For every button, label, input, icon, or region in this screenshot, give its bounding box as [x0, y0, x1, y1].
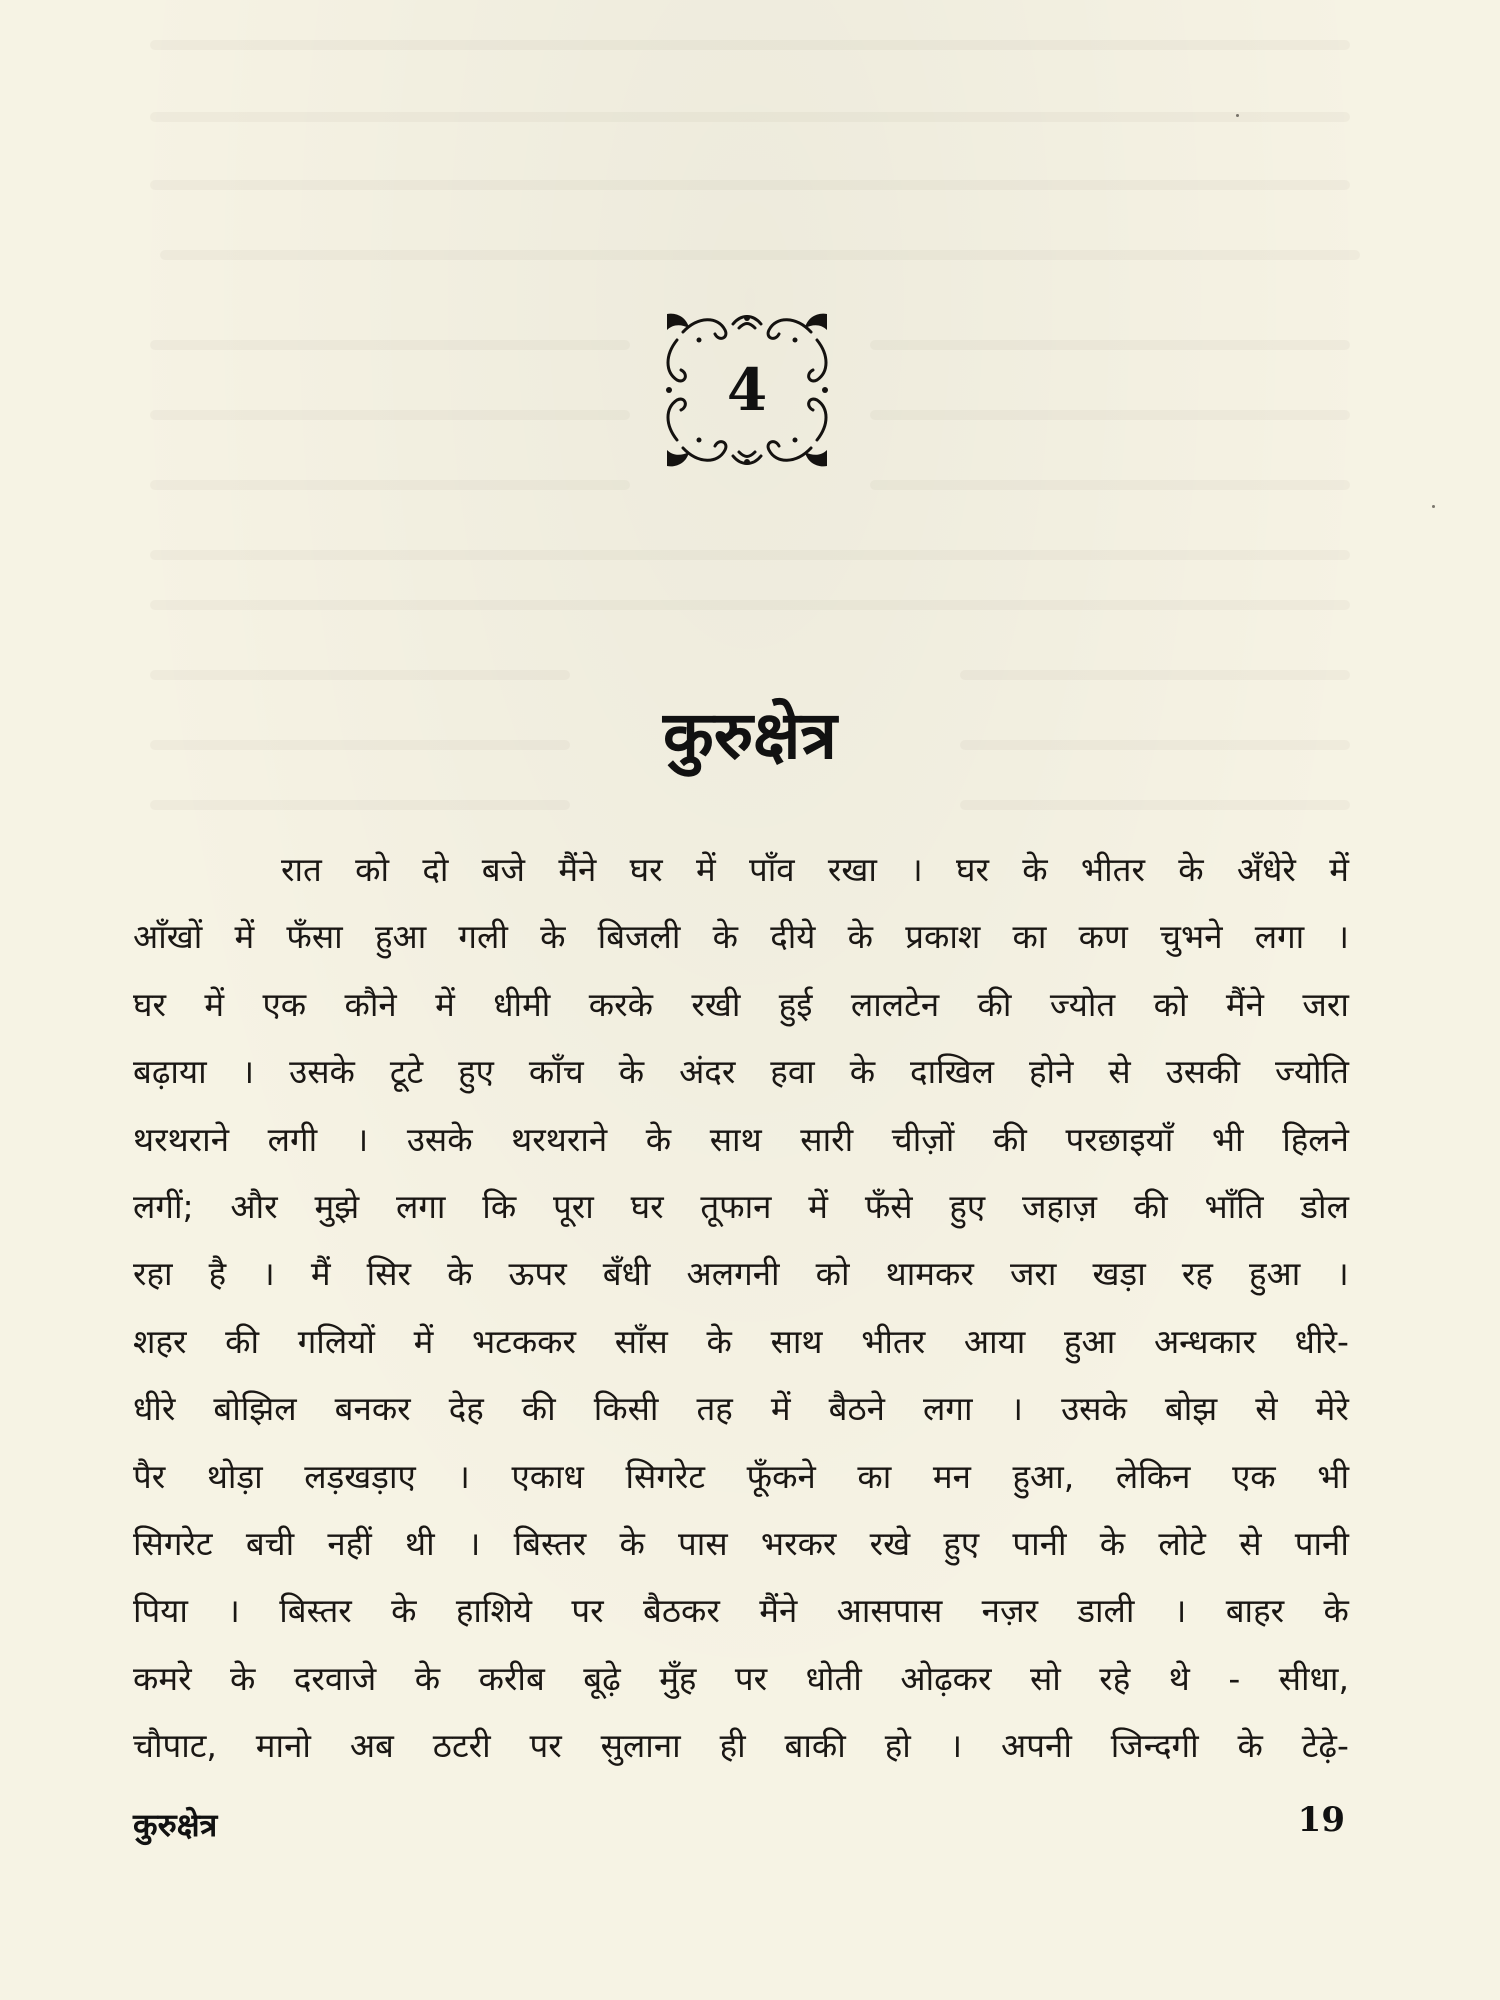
- bleed-through: [150, 600, 1350, 610]
- word: फूँकने: [746, 1456, 816, 1496]
- word: हो: [884, 1726, 911, 1766]
- word: दाखिल: [910, 1052, 995, 1092]
- word: बोझिल: [213, 1389, 297, 1429]
- bleed-through: [150, 180, 1350, 190]
- bleed-through: [150, 340, 630, 350]
- word: बाहर: [1225, 1591, 1285, 1631]
- word: जहाज़: [1021, 1186, 1097, 1226]
- word: सिर: [366, 1254, 412, 1294]
- word: घर: [133, 984, 166, 1024]
- word: सो: [1029, 1658, 1061, 1698]
- word: हुए: [949, 1186, 986, 1226]
- word: के: [447, 1254, 473, 1294]
- word: भी: [1211, 1119, 1244, 1159]
- word: रह: [1181, 1254, 1213, 1294]
- word: भटककर: [471, 1321, 577, 1361]
- word: चीज़ों: [891, 1119, 955, 1159]
- word: के: [414, 1658, 441, 1698]
- word: का: [1012, 917, 1047, 957]
- text-line: [133, 1510, 1349, 1577]
- word: में: [234, 917, 255, 957]
- word: रहा: [133, 1254, 173, 1294]
- word: के: [1323, 1591, 1349, 1631]
- word: के: [849, 1052, 876, 1092]
- word: से: [1108, 1052, 1131, 1092]
- word: बजे: [481, 850, 526, 889]
- word: साँस: [614, 1321, 668, 1361]
- word: थे: [1168, 1658, 1190, 1698]
- word: ठटरी: [432, 1726, 491, 1766]
- word: पाँव: [748, 850, 795, 889]
- word: की: [225, 1321, 260, 1361]
- word: जरा: [1302, 984, 1349, 1024]
- word: ही: [719, 1726, 746, 1766]
- word: शहर: [133, 1321, 187, 1361]
- bleed-through: [870, 410, 1350, 420]
- word: ।: [1010, 1389, 1024, 1429]
- word: में: [770, 1389, 791, 1429]
- word: की: [1133, 1186, 1168, 1226]
- word: चुभने: [1160, 917, 1223, 957]
- word: अब: [349, 1726, 394, 1766]
- word: धोती: [805, 1658, 862, 1698]
- word: लेकिन: [1115, 1456, 1191, 1496]
- word: के: [645, 1119, 672, 1159]
- word: मुझे: [314, 1186, 360, 1226]
- page-number: 19: [1297, 1800, 1345, 1840]
- word: कण: [1078, 917, 1128, 957]
- word: पास: [678, 1523, 728, 1563]
- word: बिस्तर: [513, 1523, 587, 1563]
- word: हाशिये: [455, 1591, 533, 1631]
- word: सिगरेट: [133, 1523, 213, 1563]
- text-line: [133, 1443, 1349, 1510]
- word: के: [706, 1321, 732, 1361]
- text-line: [133, 1645, 1349, 1712]
- bleed-through: [870, 480, 1350, 490]
- word: काँच: [528, 1052, 584, 1092]
- bleed-through: [150, 112, 1350, 122]
- word: धीरे-: [1294, 1321, 1349, 1361]
- word: पूरा: [552, 1186, 594, 1226]
- word: गलियों: [297, 1321, 375, 1361]
- word: गली: [458, 917, 508, 957]
- text-line: [133, 1038, 1349, 1105]
- word: टूटे: [389, 1052, 424, 1092]
- word: बैठने: [828, 1389, 885, 1429]
- word: की: [977, 984, 1012, 1024]
- bleed-through: [160, 250, 1360, 260]
- word: मेरे: [1315, 1389, 1349, 1429]
- word: लगा: [923, 1389, 973, 1429]
- word: दो: [422, 850, 449, 889]
- word: दरवाजे: [293, 1658, 377, 1698]
- word: मैंने: [1225, 984, 1264, 1024]
- word: सिगरेट: [625, 1456, 706, 1496]
- word: के: [1178, 850, 1204, 889]
- word: भीतर: [861, 1321, 926, 1361]
- word: दीये: [770, 917, 816, 957]
- speck: [1432, 505, 1435, 508]
- word: के: [1022, 850, 1048, 889]
- word: आसपास: [836, 1591, 943, 1631]
- word: ।: [355, 1119, 369, 1159]
- word: बूढ़े: [583, 1658, 621, 1698]
- word: -: [1228, 1658, 1241, 1698]
- word: लगीं;: [133, 1186, 194, 1226]
- word: थोड़ा: [206, 1456, 263, 1496]
- word: मैंने: [558, 850, 597, 889]
- word: ।: [910, 850, 923, 889]
- word: सीधा,: [1278, 1658, 1349, 1698]
- text-line: [133, 1106, 1349, 1173]
- text-line: [133, 1308, 1349, 1375]
- word: पानी: [1294, 1523, 1349, 1563]
- word: के: [712, 917, 739, 957]
- word: पर: [734, 1658, 768, 1698]
- word: के: [1099, 1523, 1126, 1563]
- word: धीरे: [133, 1389, 176, 1429]
- word: में: [204, 984, 225, 1024]
- word: ।: [1173, 1591, 1187, 1631]
- bleed-through: [150, 670, 570, 680]
- word: भाँति: [1204, 1186, 1264, 1226]
- word: हिलने: [1282, 1119, 1349, 1159]
- word: बची: [245, 1523, 295, 1563]
- word: बिजली: [597, 917, 681, 957]
- word: हुए: [458, 1052, 494, 1092]
- word: रखी: [691, 984, 741, 1024]
- word: मन: [932, 1456, 971, 1496]
- word: धीमी: [493, 984, 551, 1024]
- word: की: [521, 1389, 556, 1429]
- word: होने: [1029, 1052, 1074, 1092]
- word: देह: [448, 1389, 484, 1429]
- word: अँधेरे: [1236, 850, 1296, 889]
- word: ।: [1336, 917, 1349, 957]
- word: के: [1237, 1726, 1263, 1766]
- word: लगी: [267, 1119, 318, 1159]
- word: डोल: [1300, 1186, 1349, 1226]
- word: थरथराने: [133, 1119, 230, 1159]
- word: तह: [696, 1389, 733, 1429]
- word: एक: [1232, 1456, 1276, 1496]
- text-line: [133, 903, 1349, 970]
- word: साथ: [709, 1119, 762, 1159]
- word: बनकर: [334, 1389, 411, 1429]
- word: हुआ: [1248, 1254, 1301, 1294]
- text-line: [133, 971, 1349, 1038]
- word: की: [992, 1119, 1027, 1159]
- word: हुआ,: [1012, 1456, 1075, 1496]
- word: लोटे: [1158, 1523, 1206, 1563]
- word: हुई: [778, 984, 813, 1024]
- word: से: [1239, 1523, 1262, 1563]
- word: किसी: [593, 1389, 659, 1429]
- word: पानी: [1012, 1523, 1067, 1563]
- word: को: [1153, 984, 1188, 1024]
- word: साथ: [770, 1321, 823, 1361]
- chapter-number: 4: [726, 356, 768, 424]
- word: ।: [1336, 1254, 1349, 1294]
- word: उसके: [289, 1052, 355, 1092]
- word: लगा: [1254, 917, 1305, 957]
- word: ।: [227, 1591, 240, 1631]
- word: कमरे: [133, 1658, 192, 1698]
- word: सारी: [800, 1119, 854, 1159]
- word: लालटेन: [850, 984, 940, 1024]
- word: फँसे: [864, 1186, 913, 1226]
- word: बिस्तर: [279, 1591, 352, 1631]
- text-line: [133, 836, 1349, 903]
- word: के: [540, 917, 566, 957]
- word: बैठकर: [643, 1591, 720, 1631]
- word: और: [230, 1186, 278, 1226]
- word: में: [1329, 850, 1349, 889]
- word: प्रकाश: [905, 917, 981, 957]
- word: अलगनी: [686, 1254, 780, 1294]
- word: ओढ़कर: [900, 1658, 992, 1698]
- word: करीब: [478, 1658, 545, 1698]
- word: नहीं: [327, 1523, 372, 1563]
- word: को: [815, 1254, 850, 1294]
- word: के: [847, 917, 874, 957]
- word: भीतर: [1080, 850, 1145, 889]
- word: उसके: [406, 1119, 473, 1159]
- word: रखा: [827, 850, 877, 889]
- word: हवा: [770, 1052, 815, 1092]
- word: बोझ: [1164, 1389, 1218, 1429]
- word: उसके: [1061, 1389, 1127, 1429]
- bleed-through: [150, 480, 630, 490]
- word: रहे: [1099, 1658, 1131, 1698]
- bleed-through: [870, 340, 1350, 350]
- running-footer-title: कुरुक्षेत्र: [133, 1806, 218, 1844]
- word: पर: [571, 1591, 604, 1631]
- word: के: [619, 1523, 645, 1563]
- word: ।: [241, 1052, 255, 1092]
- text-line: [133, 1375, 1349, 1442]
- word: घर: [630, 1186, 664, 1226]
- bleed-through: [150, 800, 570, 810]
- word: में: [695, 850, 716, 889]
- word: मैंने: [759, 1591, 798, 1631]
- text-line: [133, 1712, 1349, 1779]
- word: बँधी: [602, 1254, 651, 1294]
- word: ज्योति: [1274, 1052, 1349, 1092]
- word: आया: [963, 1321, 1026, 1361]
- word: पिया: [133, 1591, 188, 1631]
- word: जरा: [1009, 1254, 1057, 1294]
- word: के: [230, 1658, 256, 1698]
- word: लड़खड़ाए: [304, 1456, 416, 1496]
- speck: [1236, 114, 1239, 117]
- bleed-through: [960, 800, 1350, 810]
- chapter-ornament: [663, 310, 831, 470]
- word: थामकर: [885, 1254, 974, 1294]
- word: टेढ़े-: [1301, 1726, 1349, 1766]
- word: हुआ: [1064, 1321, 1116, 1361]
- word: में: [435, 984, 455, 1024]
- word: ऊपर: [508, 1254, 567, 1294]
- word: तूफान: [700, 1186, 772, 1226]
- word: अपनी: [1001, 1726, 1072, 1766]
- word: अंदर: [679, 1052, 736, 1092]
- word: घर: [956, 850, 989, 889]
- word: का: [857, 1456, 892, 1496]
- bleed-through: [150, 550, 1350, 560]
- chapter-body-text: [133, 836, 1349, 1779]
- word: भरकर: [760, 1523, 837, 1563]
- word: को: [355, 850, 390, 889]
- bleed-through: [150, 40, 1350, 50]
- word: हुए: [943, 1523, 980, 1563]
- word: ।: [457, 1456, 470, 1496]
- word: लगा: [395, 1186, 446, 1226]
- word: एकाध: [511, 1456, 584, 1496]
- word: कौने: [344, 984, 397, 1024]
- chapter-title: कुरुक्षेत्र: [663, 697, 837, 774]
- word: थी: [405, 1523, 435, 1563]
- word: चौपाट,: [133, 1726, 217, 1766]
- word: नज़र: [981, 1591, 1038, 1631]
- word: एक: [262, 984, 307, 1024]
- word: के: [618, 1052, 645, 1092]
- word: मैं: [310, 1254, 331, 1294]
- word: में: [413, 1321, 434, 1361]
- word: मुँह: [659, 1658, 697, 1698]
- word: में: [808, 1186, 829, 1226]
- bleed-through: [960, 670, 1350, 680]
- word: हुआ: [374, 917, 427, 957]
- word: के: [391, 1591, 417, 1631]
- word: कि: [482, 1186, 517, 1226]
- word: उसकी: [1165, 1052, 1240, 1092]
- word: पैर: [133, 1456, 166, 1496]
- word: ।: [949, 1726, 963, 1766]
- word: रखे: [869, 1523, 911, 1563]
- text-line: [133, 1577, 1349, 1644]
- word: ।: [262, 1254, 275, 1294]
- text-line: [133, 1173, 1349, 1240]
- word: जिन्दगी: [1110, 1726, 1199, 1766]
- word: आँखों: [133, 917, 203, 957]
- word: बाकी: [784, 1726, 846, 1766]
- word: घर: [629, 850, 663, 889]
- bleed-through: [150, 410, 630, 420]
- word: है: [208, 1254, 227, 1294]
- text-line: [133, 1240, 1349, 1307]
- word: परछाइयाँ: [1065, 1119, 1174, 1159]
- word: मानो: [255, 1726, 311, 1766]
- word: पर: [529, 1726, 562, 1766]
- word: थरथराने: [511, 1119, 608, 1159]
- word: अन्धकार: [1153, 1321, 1256, 1361]
- word: डाली: [1077, 1591, 1135, 1631]
- word: रात: [281, 850, 322, 889]
- word: से: [1255, 1389, 1278, 1429]
- word: भी: [1317, 1456, 1349, 1496]
- word: ।: [467, 1523, 481, 1563]
- word: ज्योत: [1049, 984, 1116, 1024]
- word: बढ़ाया: [133, 1052, 207, 1092]
- word: खड़ा: [1092, 1254, 1146, 1294]
- word: फँसा: [286, 917, 343, 957]
- word: सुलाना: [600, 1726, 681, 1766]
- word: करके: [588, 984, 653, 1024]
